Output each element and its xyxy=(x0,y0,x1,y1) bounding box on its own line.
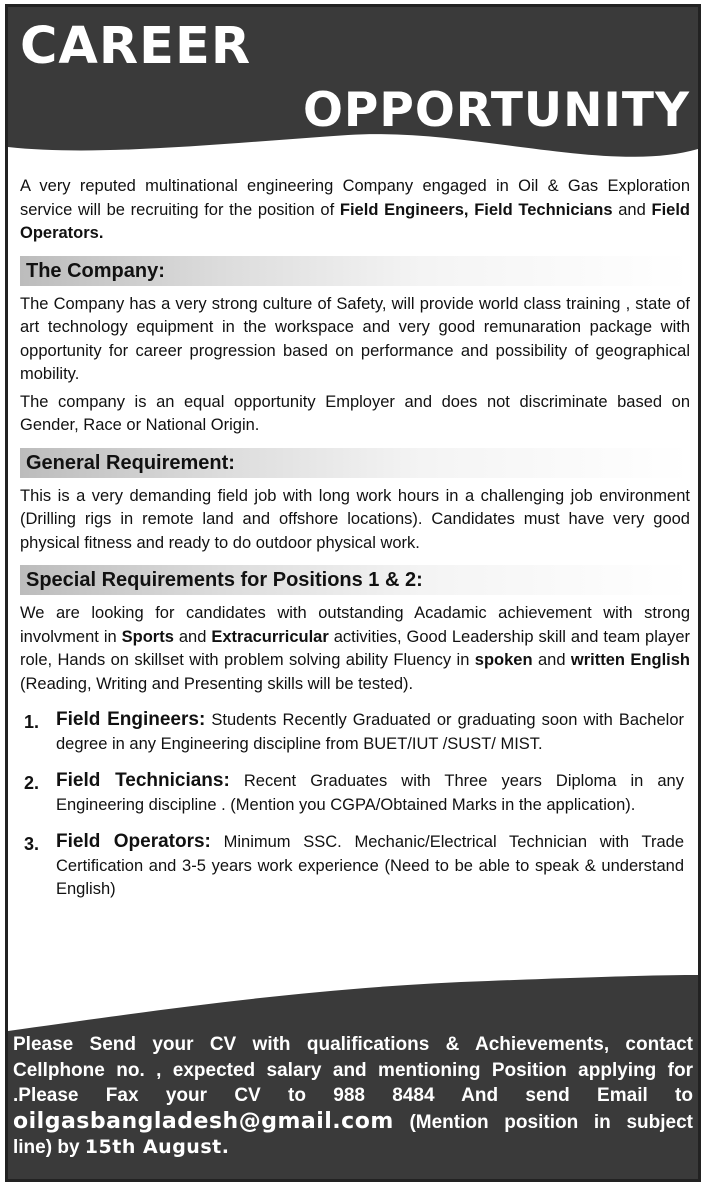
special-bold-written-english: written English xyxy=(570,651,690,669)
position-description: Students Recently Graduated or graduating soon with Bachelor degree in any Engineering discipline from BUET/IUT /SUST/ MIST. xyxy=(56,711,684,753)
special-requirements-paragraph xyxy=(20,602,690,696)
special-text-3: activities, Good Leadership skill and team player role, Hands on skillset with problem solving ability Fluency in xyxy=(20,627,690,669)
instructions-text-2: (Mention position in subject line) by xyxy=(13,1111,693,1158)
intro-paragraph xyxy=(20,175,690,246)
special-requirements-heading: Special Requirements for Positions 1 & 2: xyxy=(20,565,690,595)
position-description: Minimum SSC. Mechanic/Electrical Technician with Trade Certification and 3-5 years work experience (Need to be able to speak & understand English) xyxy=(56,833,684,898)
position-text xyxy=(56,830,690,902)
title-opportunity: OPPORTUNITY xyxy=(302,83,690,138)
position-title: Field Engineers: xyxy=(56,709,206,730)
intro-and: and xyxy=(612,200,652,219)
special-text-4: and xyxy=(532,651,571,669)
company-paragraph-2: The company is an equal opportunity Employer and does not discriminate based on Gender, Race or National Origin. xyxy=(20,392,690,434)
special-text-5: (Reading, Writing and Presenting skills will be tested). xyxy=(20,674,414,693)
position-number: 3. xyxy=(24,834,40,854)
special-bold-sports: Sports xyxy=(121,627,174,646)
instructions-text: Please Send your CV with qualifications & Achievements, contact Cellphone no. , expected salary and mentioning Position applying for .Please Fax your CV to 988 8484 And send Email to xyxy=(13,1034,693,1106)
special-text-1: We are looking for candidates with outstanding Acadamic achievement with strong involvment in xyxy=(20,604,690,646)
intro-text: A very reputed multinational engineering Company engaged in Oil & Gas Exploration service will be recruiting for the position of xyxy=(20,177,690,219)
general-requirement-heading: General Requirement: xyxy=(20,448,690,478)
position-title: Field Operators: xyxy=(56,831,211,852)
position-item xyxy=(20,769,690,817)
advertisement xyxy=(5,4,701,1182)
position-description: Recent Graduates with Three years Diploma in any Engineering discipline . (Mention you CGPA/Obtained Marks in the application). xyxy=(56,772,684,814)
special-bold-spoken: spoken xyxy=(474,651,533,669)
position-item xyxy=(20,708,690,756)
footer-banner xyxy=(8,969,698,1179)
contact-email[interactable]: oilgasbangladesh@gmail.com xyxy=(13,1108,394,1134)
content xyxy=(8,167,698,902)
intro-position-2: Field Technicians xyxy=(474,200,613,219)
company-heading: The Company: xyxy=(20,256,690,286)
general-requirement-paragraph: This is a very demanding field job with long work hours in a challenging job environment (Drilling rigs in remote land and offshore locations). Candidates must have very good physical fitness and ready to do outdoor physical work. xyxy=(20,486,690,552)
intro-position-1: Field Engineers, xyxy=(339,200,469,219)
header-banner xyxy=(8,7,698,167)
special-text-2: and xyxy=(173,627,212,646)
position-number: 1. xyxy=(24,712,40,732)
company-paragraph-1: The Company has a very strong culture of Safety, will provide world class training , state of art technology equipment in the workspace and very good remunaration package with opportunity for career progression based on performance and possibility of geographical mobility. xyxy=(20,294,690,383)
position-text xyxy=(56,769,690,817)
position-title: Field Technicians: xyxy=(56,770,230,791)
application-instructions xyxy=(13,1032,693,1161)
special-bold-extracurricular: Extracurricular xyxy=(211,627,329,646)
position-number: 2. xyxy=(24,773,40,793)
position-item xyxy=(20,830,690,902)
positions-list xyxy=(20,708,690,902)
intro-position-3: Field Operators. xyxy=(20,200,691,242)
application-deadline: 15th August. xyxy=(84,1136,230,1158)
title-career: CAREER xyxy=(20,17,252,76)
position-text xyxy=(56,708,690,756)
